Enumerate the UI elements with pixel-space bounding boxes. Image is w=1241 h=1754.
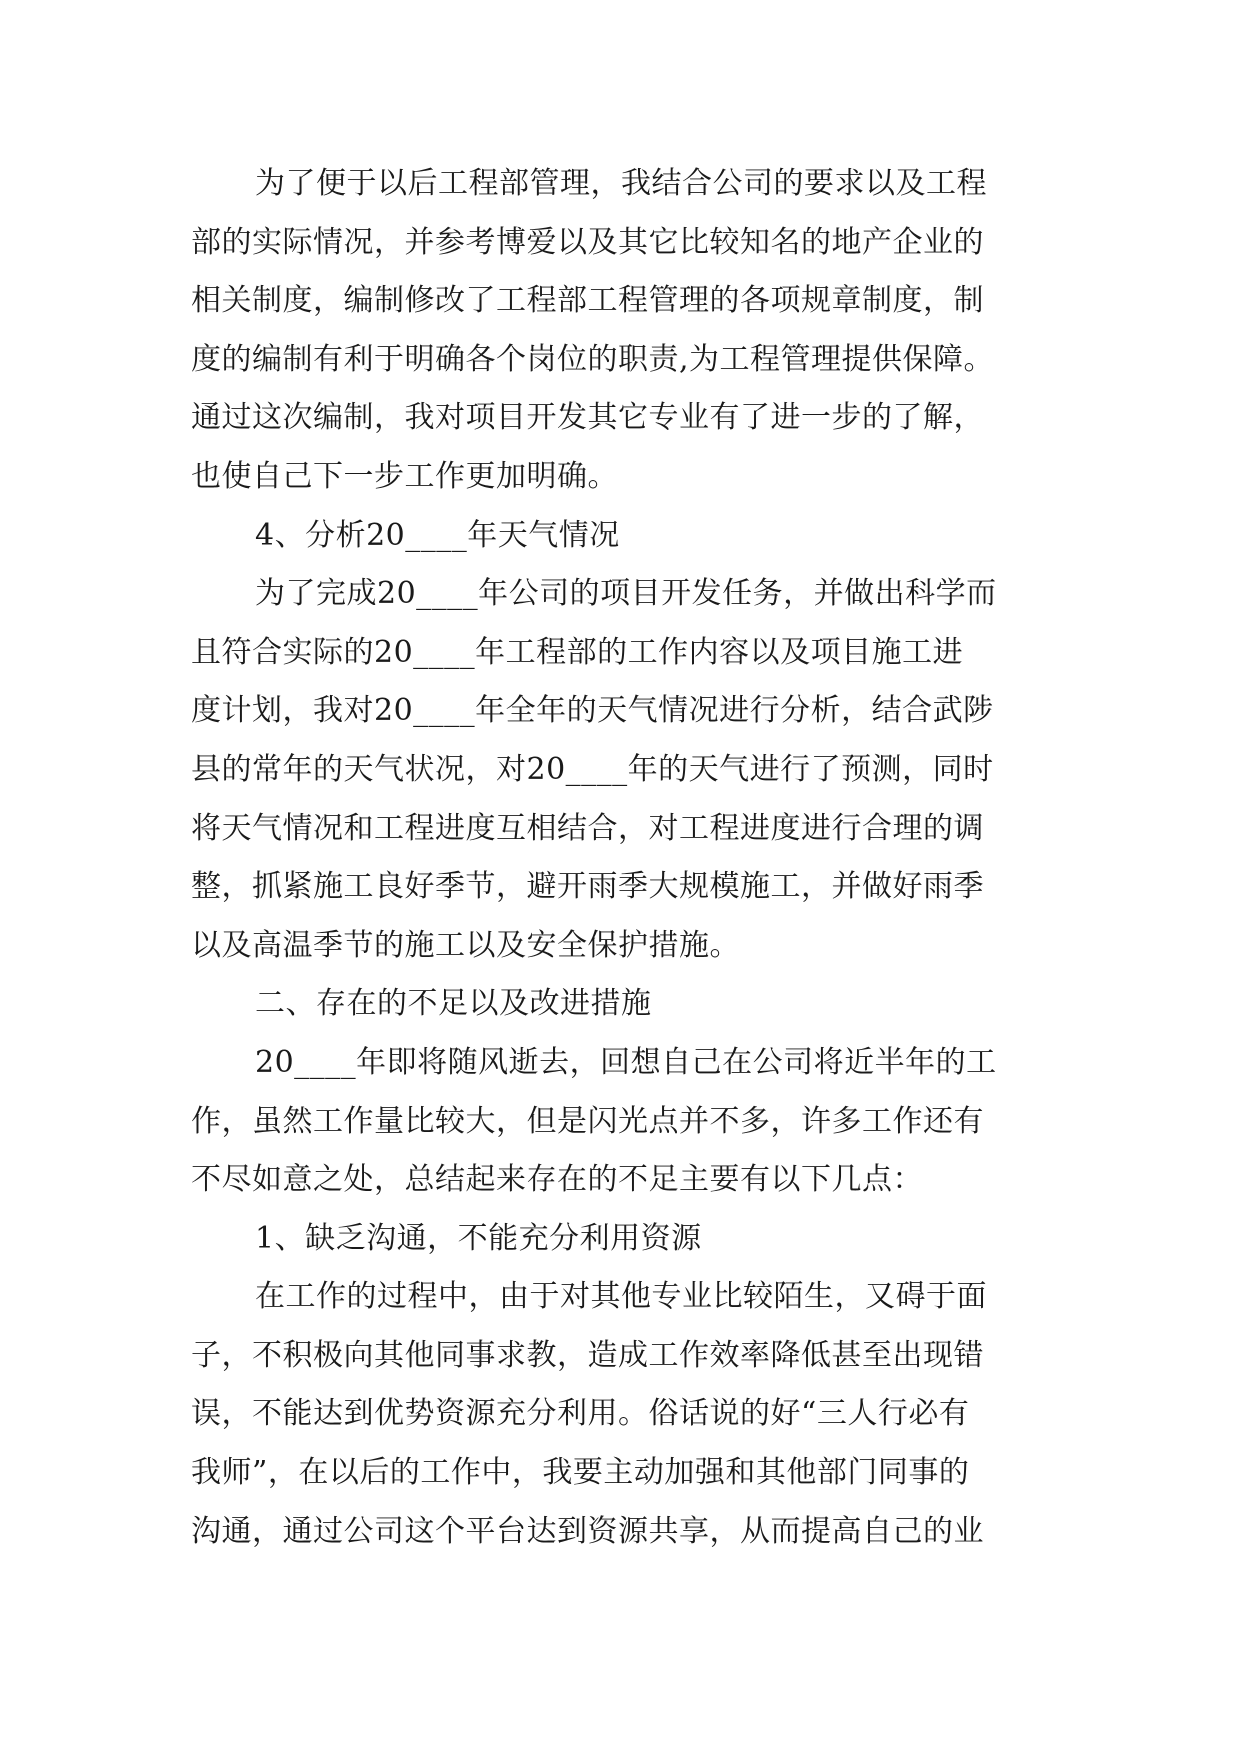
text-line: 相关制度，编制修改了工程部工程管理的各项规章制度，制 (191, 283, 984, 319)
text-line: 通过这次编制，我对项目开发其它专业有了进一步的了解， (191, 400, 984, 436)
text-line: 也使自己下一步工作更加明确。 (191, 458, 618, 494)
text-line: 沟通，通过公司这个平台达到资源共享，从而提高自己的业 (191, 1513, 984, 1549)
text-line: 在工作的过程中，由于对其他专业比较陌生，又碍于面 (255, 1279, 987, 1315)
document-body (191, 155, 1071, 1561)
text-line: 以及高温季节的施工以及安全保护措施。 (191, 927, 740, 963)
text-line: 度的编制有利于明确各个岗位的职责,为工程管理提供保障。 (191, 341, 995, 377)
text-line: 为了便于以后工程部管理，我结合公司的要求以及工程 (255, 166, 987, 201)
text-line: 子，不积极向其他同事求教，造成工作效率降低甚至出现错 (191, 1337, 984, 1373)
text-line: 且符合实际的20____年工程部的工作内容以及项目施工进 (191, 634, 964, 670)
text-line: 二、存在的不足以及改进措施 (255, 986, 652, 1022)
text-line: 我师”，在以后的工作中，我要主动加强和其他部门同事的 (191, 1455, 970, 1491)
text-line: 部的实际情况，并参考博爱以及其它比较知名的地产企业的 (191, 224, 984, 260)
text-line: 将天气情况和工程进度互相结合，对工程进度进行合理的调 (191, 810, 984, 846)
text-line: 20____年即将随风逝去，回想自己在公司将近半年的工 (255, 1044, 997, 1080)
text-line: 为了完成20____年公司的项目开发任务，并做出科学而 (255, 576, 997, 612)
text-line: 作，虽然工作量比较大，但是闪光点并不多，许多工作还有 (191, 1103, 984, 1139)
text-line: 误，不能达到优势资源充分利用。俗话说的好“三人行必有 (191, 1396, 970, 1432)
text-line: 度计划，我对20____年全年的天气情况进行分析，结合武陟 (191, 693, 994, 729)
text-line: 县的常年的天气状况，对20____年的天气进行了预测，同时 (191, 751, 994, 787)
text-line: 不尽如意之处，总结起来存在的不足主要有以下几点： (191, 1162, 923, 1198)
text-line: 整，抓紧施工良好季节，避开雨季大规模施工，并做好雨季 (191, 869, 984, 905)
text-line: 1、缺乏沟通，不能充分利用资源 (255, 1220, 702, 1256)
text-line: 4、分析20____年天气情况 (255, 517, 620, 553)
